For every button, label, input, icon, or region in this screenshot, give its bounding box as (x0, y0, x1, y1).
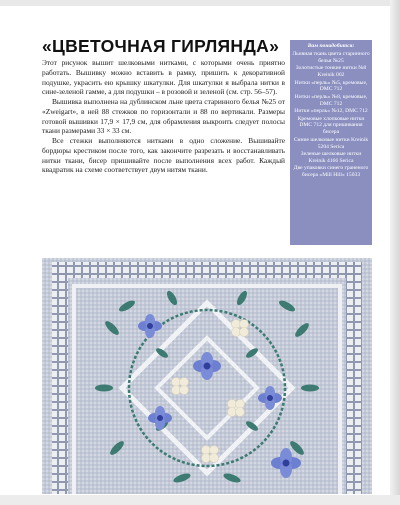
materials-item: Кремовые хлопковые нитки DMC 712 для пришивания бисера (297, 115, 365, 136)
materials-item: Зеленые шелковые нитки Kreinik 4166 Serica (300, 151, 362, 164)
article-body (42, 58, 285, 175)
scan-border-top (0, 0, 400, 6)
materials-item: Золотистые тонкие нитки №8 Kreinik 002 (295, 65, 367, 79)
sidebar-heading: Вам понадобится: (307, 43, 355, 49)
page-title: «ЦВЕТОЧНАЯ ГИРЛЯНДА» (42, 36, 280, 56)
materials-item: Льняная ткань цвета старинного белья №25 (292, 50, 370, 64)
scan-border-bottom (0, 495, 400, 505)
paragraph-2: Вышивка выполнена на дублинском льне цвета старинного белья №25 от «Zweigart», в ней 88 стежков по горизонтали и 88 по вертикали. Размеры готовой вышивки 17,9 × 17,9 см, для обрамления выкроить следует полосы ткани размерами 33 × 33 см. (42, 97, 285, 136)
embroidery-illustration (42, 258, 372, 494)
embroidery-photo (42, 258, 372, 494)
materials-item: Нитки «перль» №5, кремовые, DMC 712 (294, 79, 368, 93)
materials-sidebar (290, 40, 372, 245)
materials-item: Нитки «перль» №8, кремовые, DMC 712 (294, 93, 368, 107)
materials-item: Нитки «перль» №12, DMC 712 (294, 108, 368, 115)
materials-item: Две упаковки синего граненого бисера «Mill Hill» 15033 (293, 165, 369, 179)
paragraph-1: Этот рисунок вышит шелковыми нитками, с которыми очень приятно работать. Вышивку можно вставить в рамку, пришить к декоративной подушке, украсить ею крышку шкатулки. Для шкатулки я выбрала нитки в сине-зеленой гамме, а для подушки – в розовой и зеленой (см. стр. 56–57). (42, 58, 285, 97)
materials-item: Синие шелковые нитки Kreinik 5204 Serica (293, 136, 369, 150)
scan-border-right (390, 0, 400, 505)
paragraph-3: Все стежки выполняются нитками в одно сложение. Вышивайте бордюры крестиком после того, как закончите разрезать и восстанавливать нитки ткани, бисер пришивайте после выполнения всех работ. Каждый квадратик на схеме соответствует двум нитям ткани. (42, 136, 285, 175)
